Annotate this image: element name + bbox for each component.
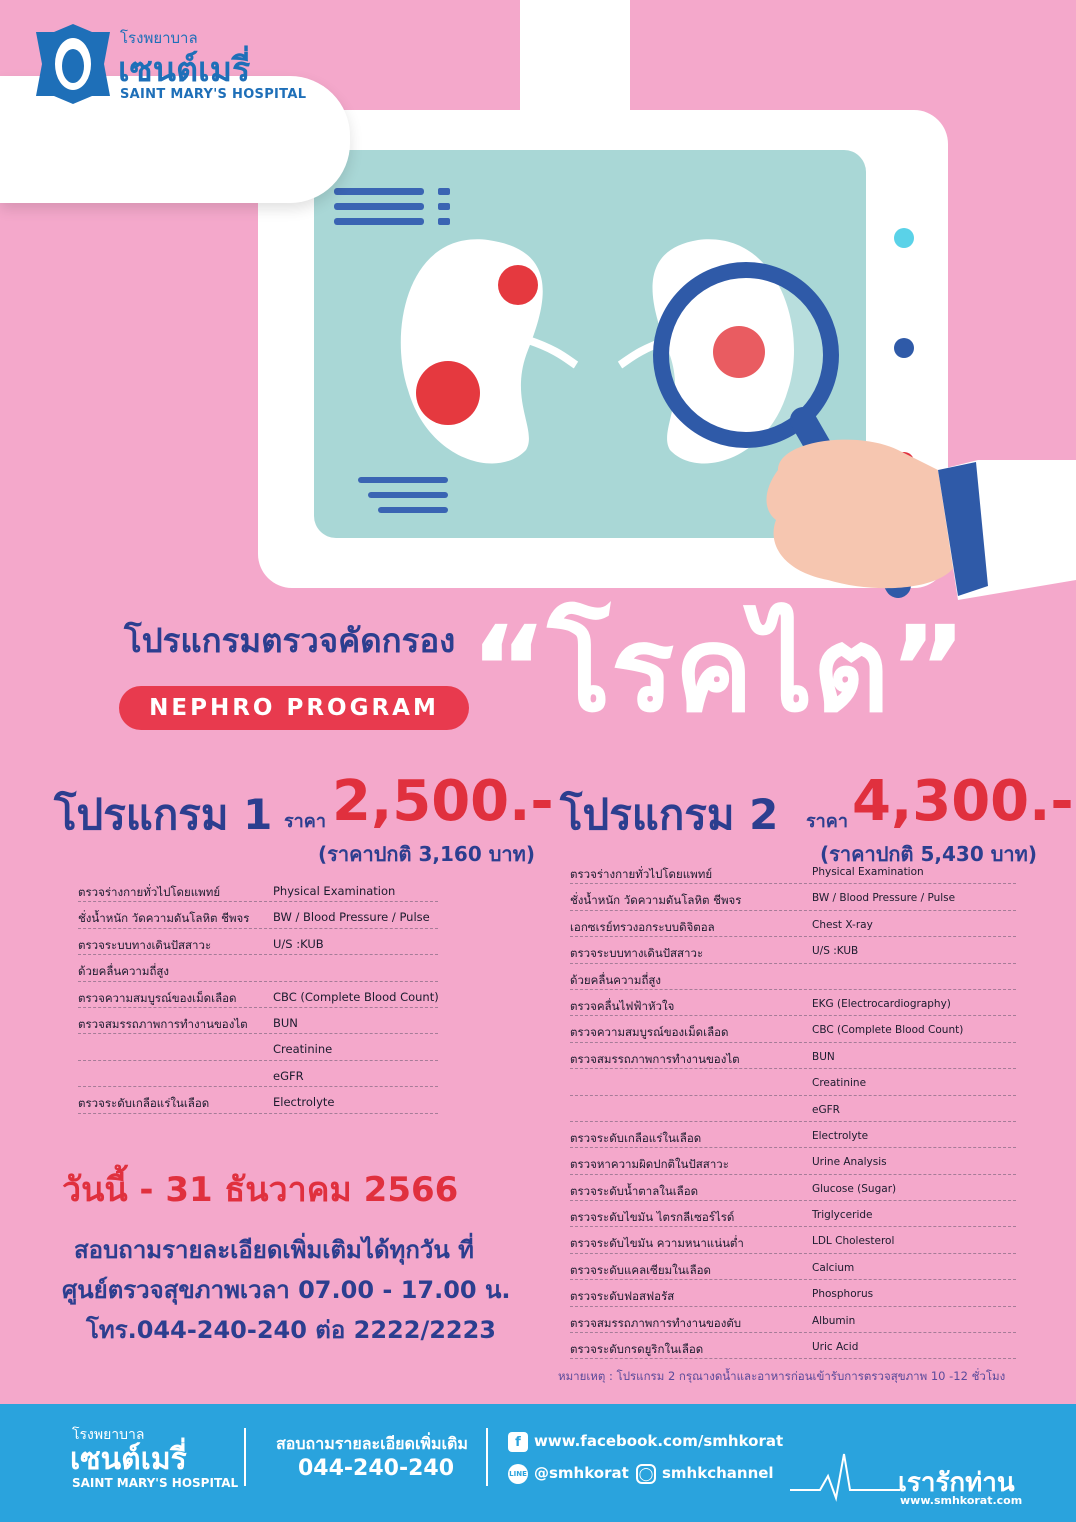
item-thai: ตรวจระบบทางเดินปัสสาวะ (570, 946, 704, 961)
item-english: Uric Acid (812, 1341, 859, 1354)
table-row (78, 1034, 438, 1060)
item-english: Chest X-ray (812, 918, 873, 931)
table-row (570, 1333, 1016, 1359)
item-thai: ตรวจสมรรถภาพการทำงานของไต (570, 1051, 740, 1066)
item-english: LDL Cholesterol (812, 1235, 895, 1248)
contact-line-1: สอบถามรายละเอียดเพิ่มเติมได้ทุกวัน ที่ (74, 1236, 474, 1264)
contact-line-2: ศูนย์ตรวจสุขภาพเวลา 07.00 - 17.00 น. (62, 1276, 511, 1304)
item-english: Electrolyte (273, 1095, 335, 1110)
nephro-program-badge: NEPHRO PROGRAM (119, 686, 469, 730)
item-thai: ชั่งน้ำหนัก วัดความดันโลหิต ชีพจร (78, 911, 250, 926)
item-thai: ตรวจสมรรถภาพการทำงานของไต (78, 1016, 248, 1031)
program1-regular-price: (ราคาปกติ 3,160 บาท) (318, 842, 535, 866)
table-row (570, 964, 1016, 990)
item-thai: ตรวจคลื่นไฟฟ้าหัวใจ (570, 998, 675, 1013)
table-row (570, 1096, 1016, 1122)
program2-price-label: ราคา (806, 811, 848, 832)
program2-regular-price: (ราคาปกติ 5,430 บาท) (820, 842, 1037, 866)
table-row (570, 990, 1016, 1016)
instagram-icon: ◯ (636, 1464, 656, 1484)
item-english: CBC (Complete Blood Count) (812, 1024, 964, 1037)
item-thai: ตรวจระดับฟอสฟอรัส (570, 1289, 675, 1304)
item-english: Phosphorus (812, 1288, 874, 1301)
item-english: Electrolyte (812, 1129, 869, 1142)
item-thai: ตรวจระดับน้ำตาลในเลือด (570, 1183, 699, 1198)
item-thai: ด้วยคลื่นความถี่สูง (570, 972, 662, 987)
table-row (570, 884, 1016, 910)
item-thai: ชั่งน้ำหนัก วัดความดันโลหิต ชีพจร (570, 893, 742, 908)
program2-price: 4,300.- (852, 769, 1074, 834)
program1-name: โปรแกรม 1 (54, 790, 273, 839)
facebook-icon: f (508, 1432, 528, 1452)
program1-price: 2,500.- (332, 769, 554, 834)
item-english: Glucose (Sugar) (812, 1182, 897, 1195)
footer-inquiry: สอบถามรายละเอียดเพิ่มเติม (276, 1434, 468, 1453)
table-row (78, 1061, 438, 1087)
promo-date: วันนี้ - 31 ธันวาคม 2566 (62, 1170, 459, 1210)
contact-line-3: โทร.044-240-240 ต่อ 2222/2223 (86, 1316, 497, 1344)
item-english: Calcium (812, 1261, 855, 1274)
table-row (78, 876, 438, 902)
item-thai: ตรวจหาความผิดปกติในปัสสาวะ (570, 1157, 729, 1172)
table-row (78, 1008, 438, 1034)
item-thai: ตรวจความสมบูรณ์ของเม็ดเลือด (570, 1025, 729, 1040)
heartbeat-icon (790, 1446, 900, 1502)
item-english: CBC (Complete Blood Count) (273, 989, 439, 1004)
logo-thai-name: เซนต์เมรี่ (118, 50, 251, 90)
item-thai: ตรวจร่างกายทั่วไปโดยแพทย์ (570, 867, 713, 881)
footer-slogan: เรารักท่าน (898, 1468, 1015, 1498)
item-thai: ตรวจระดับเกลือแร่ในเลือด (78, 1096, 210, 1111)
table-row (570, 858, 1016, 884)
footer-thai-name: เซนต์เมรี่ (70, 1442, 187, 1477)
item-english: Creatinine (812, 1077, 867, 1090)
footer-divider (244, 1428, 246, 1486)
item-thai: ตรวจระดับไขมัน ไตรกลีเซอร์ไรด์ (570, 1210, 735, 1225)
table-row (78, 955, 438, 981)
program2-note: หมายเหตุ : โปรแกรม 2 กรุณางดน้ำและอาหารก่อนเข้ารับการตรวจสุขภาพ 10 -12 ชั่วโมง (558, 1369, 1006, 1383)
table-row (570, 1254, 1016, 1280)
item-english: BW / Blood Pressure / Pulse (812, 892, 956, 905)
item-thai: เอกซเรย์ทรวงอกระบบดิจิตอล (570, 919, 715, 934)
item-english: BUN (273, 1015, 298, 1030)
item-english: eGFR (812, 1103, 840, 1116)
footer-phone[interactable]: 044-240-240 (298, 1456, 455, 1481)
footer-website[interactable]: www.smhkorat.com (900, 1494, 1023, 1507)
monitor-button-cyan (894, 228, 914, 248)
item-english: Triglyceride (812, 1209, 873, 1222)
item-thai: ด้วยคลื่นความถี่สูง (78, 964, 170, 979)
hospital-emblem-icon (34, 22, 112, 106)
table-row (570, 1016, 1016, 1042)
table-row (570, 1280, 1016, 1306)
item-english: BUN (812, 1050, 835, 1063)
program1-price-label: ราคา (284, 811, 326, 832)
item-english: Physical Examination (273, 884, 396, 898)
item-thai: ตรวจระบบทางเดินปัสสาวะ (78, 937, 212, 952)
program2-name: โปรแกรม 2 (560, 790, 779, 839)
item-english: Physical Examination (812, 866, 924, 878)
item-english: Urine Analysis (812, 1156, 887, 1169)
facebook-link[interactable]: www.facebook.com/smhkorat (534, 1432, 784, 1450)
footer-english-name: SAINT MARY'S HOSPITAL (72, 1476, 239, 1490)
item-thai: ตรวจระดับเกลือแร่ในเลือด (570, 1130, 702, 1145)
table-row (570, 1069, 1016, 1095)
table-row (570, 1307, 1016, 1333)
table-row (570, 1148, 1016, 1174)
item-thai: ตรวจระดับกรดยูริกในเลือด (570, 1342, 704, 1357)
program1-table (78, 876, 438, 1114)
table-row (570, 911, 1016, 937)
item-english: Albumin (812, 1314, 856, 1327)
item-thai: ตรวจความสมบูรณ์ของเม็ดเลือด (78, 990, 237, 1005)
item-thai: ตรวจระดับไขมัน ความหนาแน่นต่ำ (570, 1236, 744, 1251)
program2-table (570, 858, 1016, 1359)
table-row (78, 929, 438, 955)
table-row (570, 937, 1016, 963)
footer-divider (486, 1428, 488, 1486)
table-row (570, 1043, 1016, 1069)
monitor-stand (520, 0, 630, 112)
table-row (78, 982, 438, 1008)
table-row (570, 1175, 1016, 1201)
table-row (570, 1227, 1016, 1253)
disease-title: “โรคไต” (470, 600, 967, 738)
line-icon: LINE (508, 1464, 528, 1484)
item-english: Creatinine (273, 1042, 333, 1057)
item-english: U/S :KUB (273, 936, 324, 951)
footer-thai-small: โรงพยาบาล (72, 1427, 145, 1443)
table-row (78, 1087, 438, 1113)
item-thai: ตรวจระดับแคลเซียมในเลือด (570, 1262, 711, 1277)
item-english: eGFR (273, 1068, 304, 1083)
item-english: U/S :KUB (812, 945, 859, 958)
table-row (570, 1201, 1016, 1227)
table-row (570, 1122, 1016, 1148)
table-row (78, 902, 438, 928)
item-thai: ตรวจสมรรถภาพการทำงานของตับ (570, 1315, 742, 1330)
program-title: โปรแกรมตรวจคัดกรอง (124, 621, 456, 660)
item-english: BW / Blood Pressure / Pulse (273, 910, 430, 925)
kidney-illustration (258, 0, 1076, 600)
item-english: EKG (Electrocardiography) (812, 997, 951, 1010)
logo-english-name: SAINT MARY'S HOSPITAL (120, 87, 307, 102)
instagram-link[interactable]: smhkchannel (662, 1464, 774, 1482)
monitor-button-blue (894, 338, 914, 358)
logo-thai-small: โรงพยาบาล (120, 29, 198, 47)
item-thai: ตรวจร่างกายทั่วไปโดยแพทย์ (78, 885, 221, 899)
line-id[interactable]: @smhkorat (534, 1464, 629, 1482)
